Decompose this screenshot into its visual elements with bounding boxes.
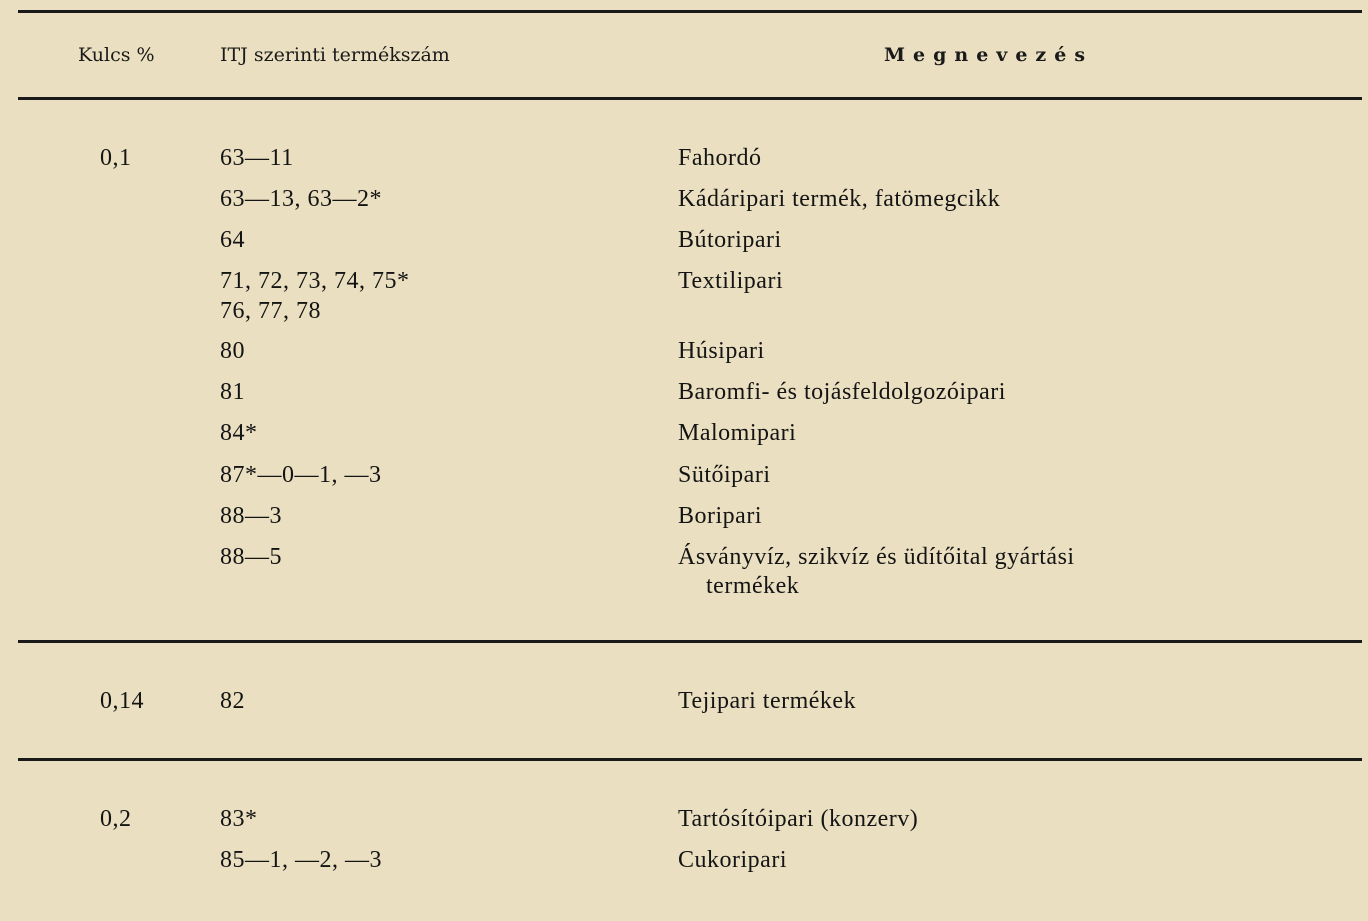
row-name: Boripari	[678, 503, 762, 529]
group-key: 0,1	[100, 145, 132, 171]
row-code: 64	[220, 227, 245, 253]
row-name-continuation: termékek	[706, 573, 800, 599]
row-name: Sütőipari	[678, 462, 771, 488]
row-code: 63—13, 63—2*	[220, 186, 382, 212]
header-rule	[18, 97, 1362, 100]
row-code: 80	[220, 338, 245, 364]
row-name: Kádáripari termék, fatömegcikk	[678, 186, 1001, 212]
column-header-itj: ITJ szerinti termékszám	[220, 44, 450, 66]
top-rule	[18, 10, 1362, 13]
row-code: 71, 72, 73, 74, 75*	[220, 268, 410, 294]
row-code: 88—3	[220, 503, 282, 529]
column-header-key: Kulcs %	[78, 44, 155, 66]
row-name: Bútoripari	[678, 227, 782, 253]
row-code: 88—5	[220, 544, 282, 570]
row-name: Tejipari termékek	[678, 688, 857, 714]
row-code: 87*—0—1, —3	[220, 462, 382, 488]
row-code: 85—1, —2, —3	[220, 847, 382, 873]
row-name: Malomipari	[678, 420, 797, 446]
row-code: 82	[220, 688, 245, 714]
group-rule	[18, 640, 1362, 643]
row-name: Fahordó	[678, 145, 762, 171]
row-code: 84*	[220, 420, 258, 446]
row-name: Textilipari	[678, 268, 784, 294]
row-name: Tartósítóipari (konzerv)	[678, 806, 919, 832]
row-name: Húsipari	[678, 338, 765, 364]
group-key: 0,14	[100, 688, 144, 714]
row-name: Baromfi- és tojásfeldolgozóipari	[678, 379, 1006, 405]
row-name: Ásványvíz, szikvíz és üdítőital gyártási	[678, 544, 1075, 570]
row-code-continuation: 76, 77, 78	[220, 298, 321, 324]
row-name: Cukoripari	[678, 847, 787, 873]
column-header-name: Megnevezés	[884, 44, 1094, 66]
row-code: 83*	[220, 806, 258, 832]
group-rule	[18, 758, 1362, 761]
row-code: 81	[220, 379, 245, 405]
group-key: 0,2	[100, 806, 132, 832]
row-code: 63—11	[220, 145, 294, 171]
